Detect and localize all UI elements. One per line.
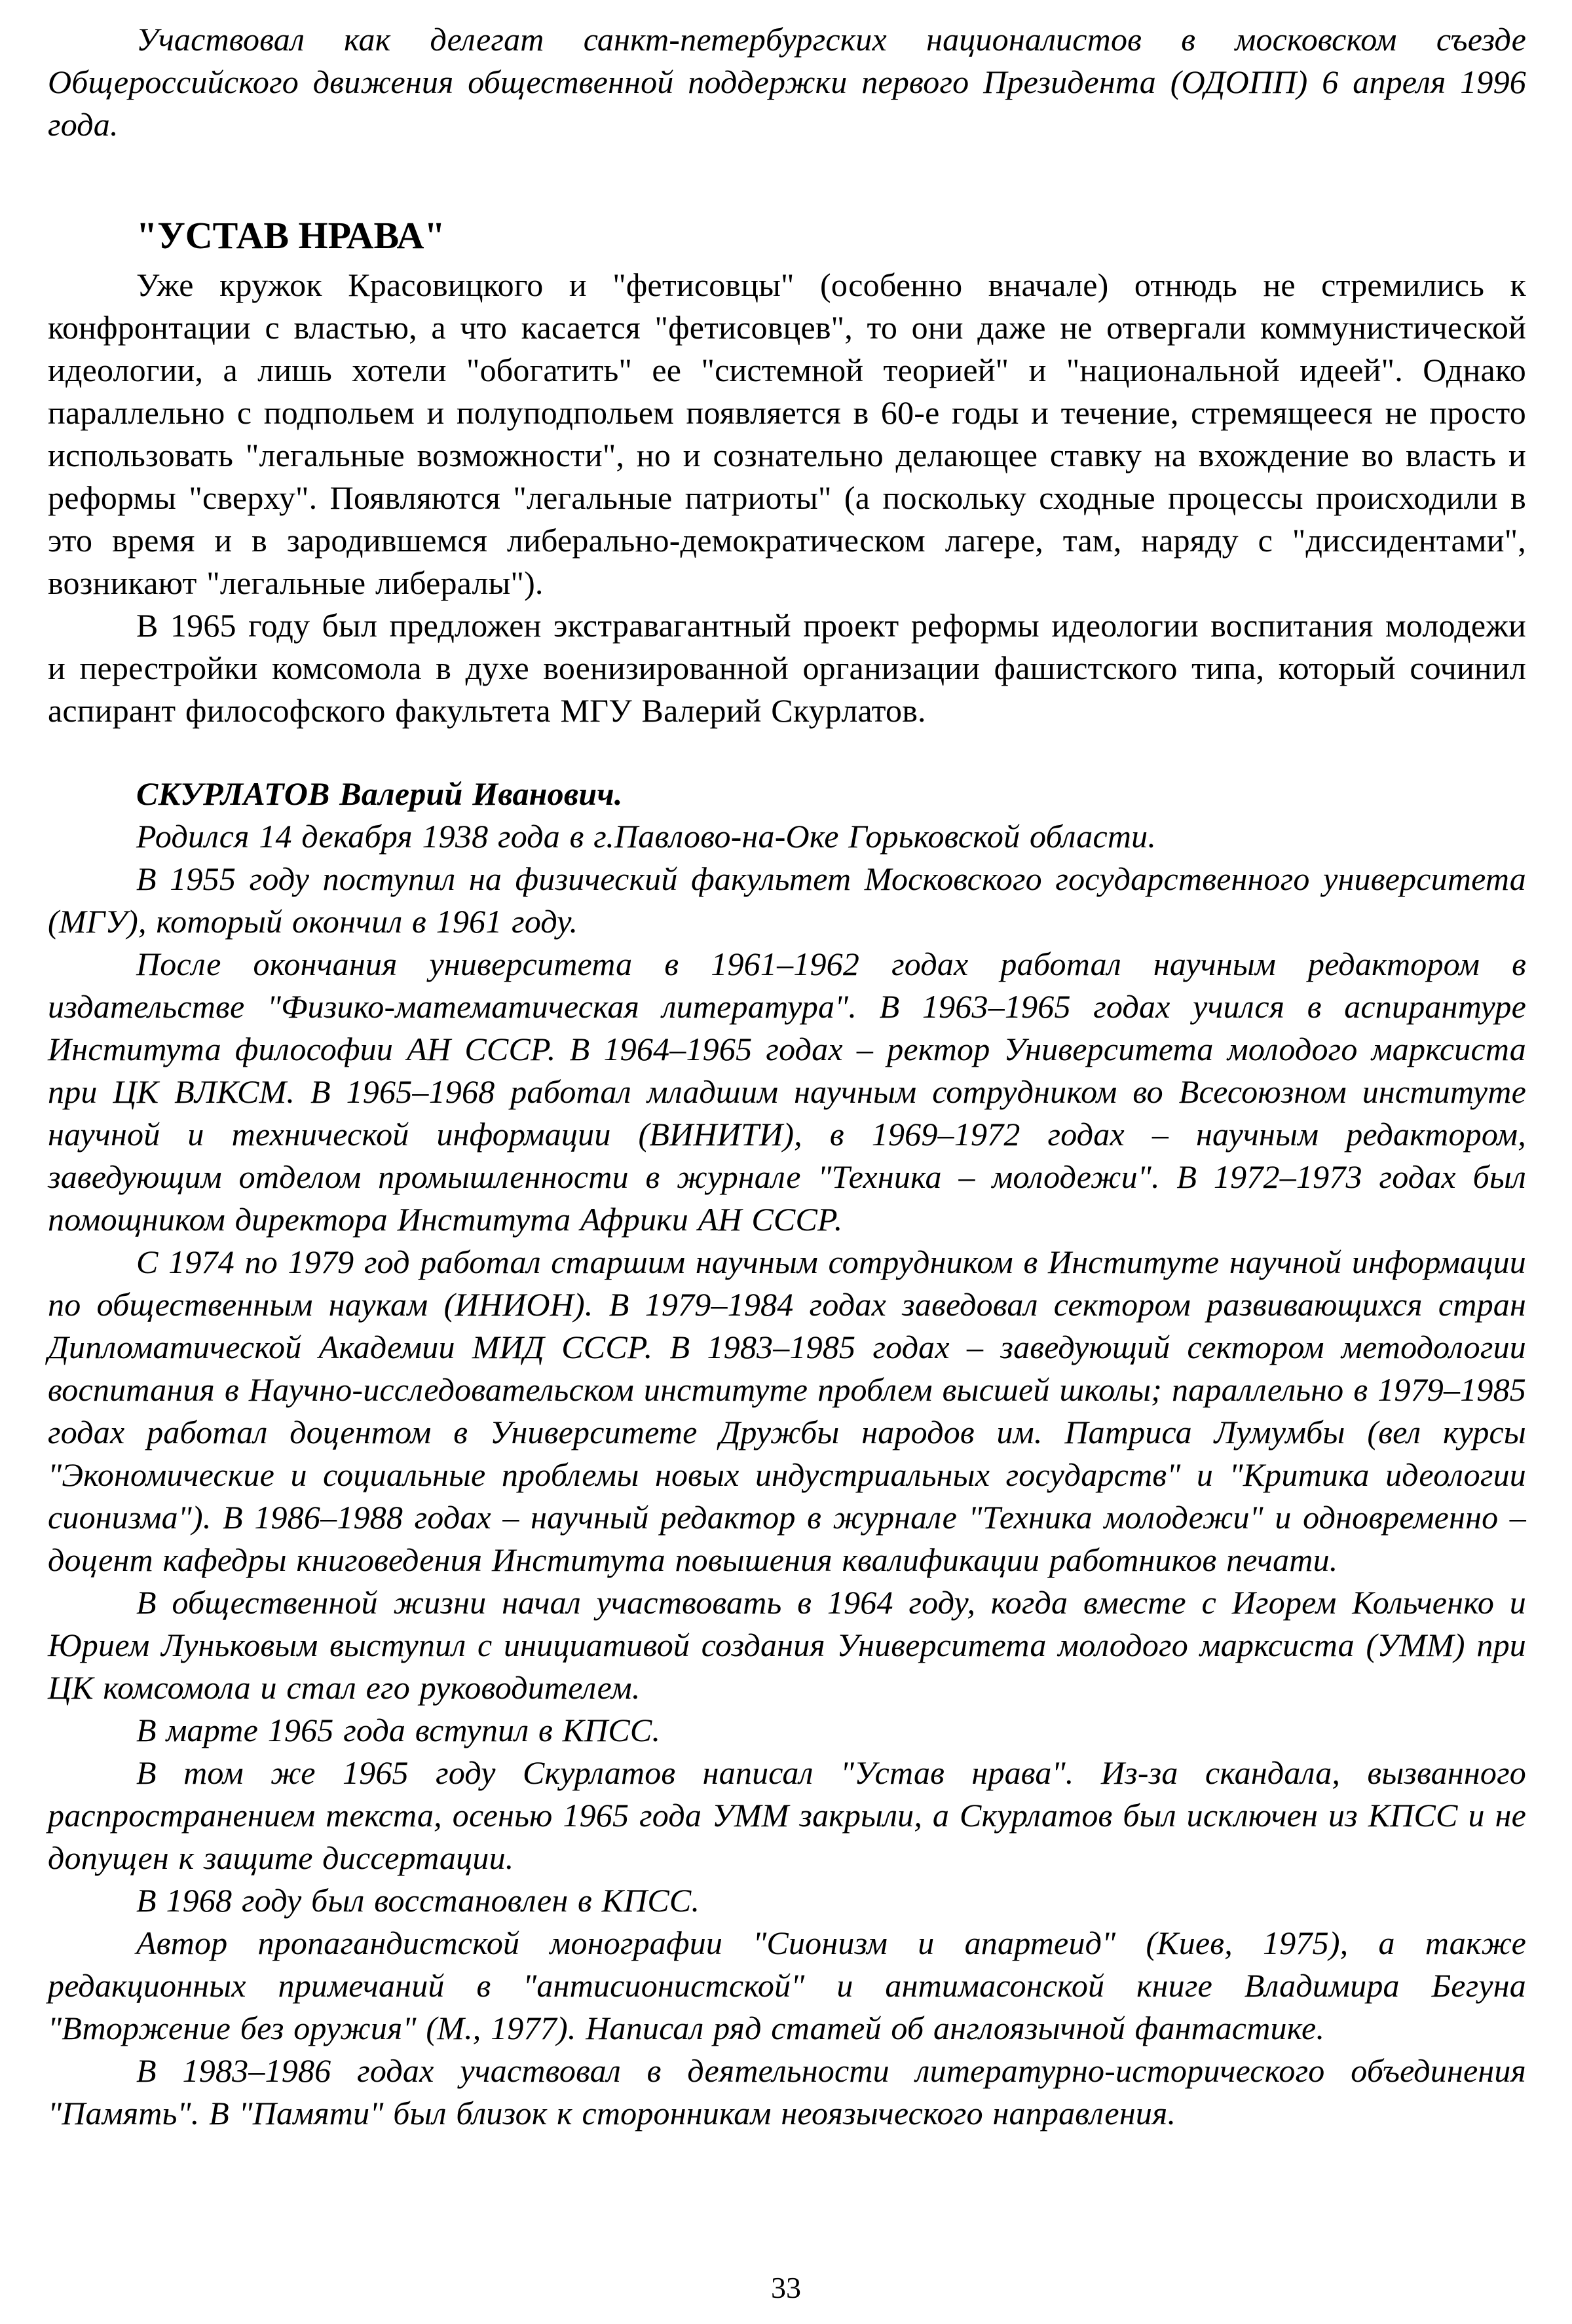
page-content [48, 18, 1526, 2135]
bio-paragraph: Родился 14 декабря 1938 года в г.Павлово-на-Оке Горьковской области. [136, 818, 1157, 855]
section-heading: "УСТАВ НРАВА" [136, 214, 445, 257]
intro-paragraph: Участвовал как делегат санкт-петербургских националистов в московском съезде Общероссийского движения общественной поддержки первого Президента (ОДОПП) 6 апреля 1996 года. [48, 21, 1526, 143]
section-paragraph: В 1965 году был предложен экстравагантный проект реформы идеологии воспитания молодежи и перестройки комсомола в духе военизированной организации фашистского типа, который сочинил аспирант философского факультета МГУ Валерий Скурлатов. [48, 607, 1526, 729]
bio-paragraph: В марте 1965 года вступил в КПСС. [136, 1712, 661, 1748]
section-paragraph: Уже кружок Красовицкого и "фетисовцы" (особенно вначале) отнюдь не стремились к конфронтации с властью, а что касается "фетисовцев", то они даже не отвергали коммунистической идеологии, а лишь хотели "обогатить" ее "системной теорией" и "национальной идеей". Однако параллельно с подпольем и полуподпольем появляется в 60-е годы и течение, стремящееся не просто использовать "легальные возможности", но и сознательно делающее ставку на вхождение во власть и реформы "сверху". Появляются "легальные патриоты" (а поскольку сходные процессы происходили в это время и в зародившемся либерально-демократическом лагере, там, наряду с "диссидентами", возникают "легальные либералы"). [48, 267, 1526, 601]
bio-name-heading: СКУРЛАТОВ Валерий Иванович. [136, 775, 623, 812]
page-number: 33 [771, 2271, 801, 2304]
bio-paragraph: После окончания университета в 1961–1962 годах работал научным редактором в издательстве "Физико-математическая литература". В 1963–1965 годах учился в аспирантуре Института философии АН СССР. В 1964–1965 годах – ректор Университета молодого марксиста при ЦК ВЛКСМ. В 1965–1968 работал младшим научным сотрудником во Всесоюзном институте научной и технической информации (ВИНИТИ), в 1969–1972 годах – научным редактором, заведующим отделом промышленности в журнале "Техника – молодежи". В 1972–1973 годах был помощником директора Института Африки АН СССР. [48, 946, 1526, 1238]
bio-paragraph: С 1974 по 1979 год работал старшим научным сотрудником в Институте научной информации по общественным наукам (ИНИОН). В 1979–1984 годах заведовал сектором развивающихся стран Дипломатической Академии МИД СССР. В 1983–1985 годах – заведующий сектором методологии воспитания в Научно-исследовательском институте проблем высшей школы; параллельно в 1979–1985 годах работал доцентом в Университете Дружбы народов им. Патриса Лумумбы (вел курсы "Экономические и социальные проблемы новых индустриальных государств" и "Критика идеологии сионизма"). В 1986–1988 годах – научный редактор в журнале "Техника молодежи" и одновременно – доцент кафедры книговедения Института повышения квалификации работников печати. [48, 1244, 1526, 1578]
bio-paragraph: В 1968 году был восстановлен в КПСС. [136, 1882, 700, 1919]
bio-paragraph: В том же 1965 году Скурлатов написал "Устав нрава". Из-за скандала, вызванного распространением текста, осенью 1965 года УММ закрыли, а Скурлатов был исключен из КПСС и не допущен к защите диссертации. [48, 1754, 1526, 1876]
bio-paragraph: Автор пропагандистской монографии "Сионизм и апартеид" (Киев, 1975), а также редакционных примечаний в "антисионистской" и антимасонской книге Владимира Бегуна "Вторжение без оружия" (М., 1977). Написал ряд статей об англоязычной фантастике. [48, 1925, 1526, 2046]
bio-paragraph: В 1983–1986 годах участвовал в деятельности литературно-исторического объединения "Память". В "Памяти" был близок к сторонникам неоязыческого направления. [48, 2052, 1526, 2131]
bio-paragraph: В 1955 году поступил на физический факультет Московского государственного университета (МГУ), который окончил в 1961 году. [48, 860, 1526, 940]
bio-paragraph: В общественной жизни начал участвовать в 1964 году, когда вместе с Игорем Кольченко и Юрием Луньковым выступил с инициативой создания Университета молодого марксиста (УММ) при ЦК комсомола и стал его руководителем. [48, 1584, 1526, 1706]
